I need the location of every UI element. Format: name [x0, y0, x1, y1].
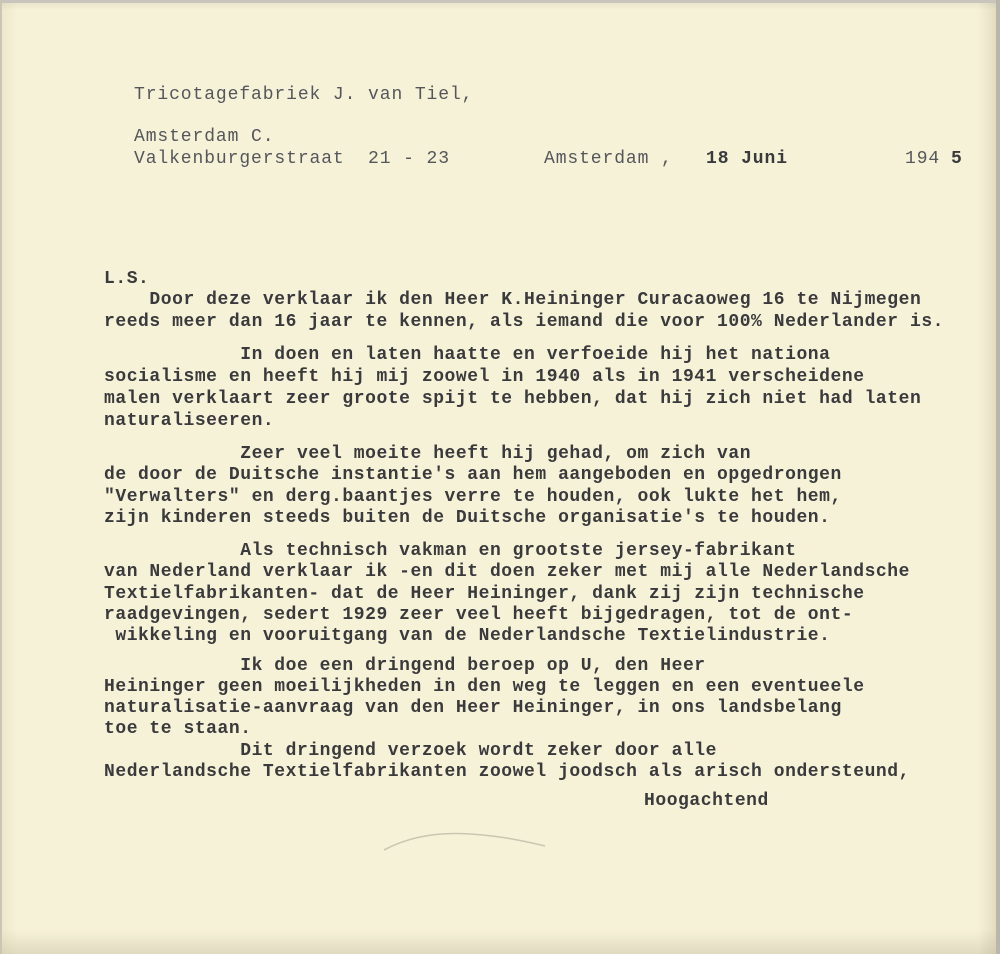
letterhead-city: Amsterdam C.: [134, 127, 275, 147]
date-year-prefix: 194: [905, 149, 941, 169]
body-line: Textielfabrikanten- dat de Heer Heininger, dank zij zijn technische: [104, 584, 865, 604]
body-line: In doen en laten haatte en verfoeide hij het nationa: [104, 345, 831, 365]
body-line: toe te staan.: [104, 719, 252, 739]
body-line: Door deze verklaar ik den Heer K.Heininger Curacaoweg 16 te Nijmegen: [104, 290, 922, 310]
body-line: reeds meer dan 16 jaar te kennen, als iemand die voor 100% Nederlander is.: [104, 312, 945, 332]
closing: Hoogachtend: [644, 791, 769, 811]
body-line: malen verklaart zeer groote spijt te hebben, dat hij zich niet had laten: [104, 389, 922, 409]
body-line: naturaliseeren.: [104, 411, 275, 431]
body-line: Nederlandsche Textielfabrikanten zoowel joodsch als arisch ondersteund,: [104, 762, 910, 782]
salutation: L.S.: [104, 269, 150, 289]
scan-edge-left: [0, 0, 2, 954]
date-day-month: 18 Juni: [706, 149, 788, 169]
signature-trace-icon: [380, 826, 550, 856]
scan-edge-top: [0, 0, 1000, 3]
scan-edge-right: [996, 0, 1000, 954]
body-line: Zeer veel moeite heeft hij gehad, om zich van: [104, 444, 752, 464]
body-line: de door de Duitsche instantie's aan hem aangeboden en opgedrongen: [104, 465, 842, 485]
letterhead-street: Valkenburgerstraat 21 - 23: [134, 149, 450, 169]
body-line: zijn kinderen steeds buiten de Duitsche organisatie's te houden.: [104, 508, 831, 528]
letterhead-company: Tricotagefabriek J. van Tiel,: [134, 85, 474, 105]
body-line: Als technisch vakman en grootste jersey-fabrikant: [104, 541, 797, 561]
body-line: "Verwalters" en derg.baantjes verre te houden, ook lukte het hem,: [104, 487, 842, 507]
date-place: Amsterdam ,: [544, 149, 673, 169]
body-line: van Nederland verklaar ik -en dit doen zeker met mij alle Nederlandsche: [104, 562, 910, 582]
body-line: Dit dringend verzoek wordt zeker door alle: [104, 741, 717, 761]
body-line: raadgevingen, sedert 1929 zeer veel heeft bijgedragen, tot de ont-: [104, 605, 854, 625]
date-year-digit: 5: [951, 149, 963, 169]
body-line: naturalisatie-aanvraag van den Heer Heininger, in ons landsbelang: [104, 698, 842, 718]
body-line: Heininger geen moeilijkheden in den weg te leggen en een eventueele: [104, 677, 865, 697]
body-line: wikkeling en vooruitgang van de Nederlandsche Textielindustrie.: [104, 626, 831, 646]
body-line: socialisme en heeft hij mij zoowel in 1940 als in 1941 verscheidene: [104, 367, 865, 387]
body-line: Ik doe een dringend beroep op U, den Heer: [104, 656, 706, 676]
